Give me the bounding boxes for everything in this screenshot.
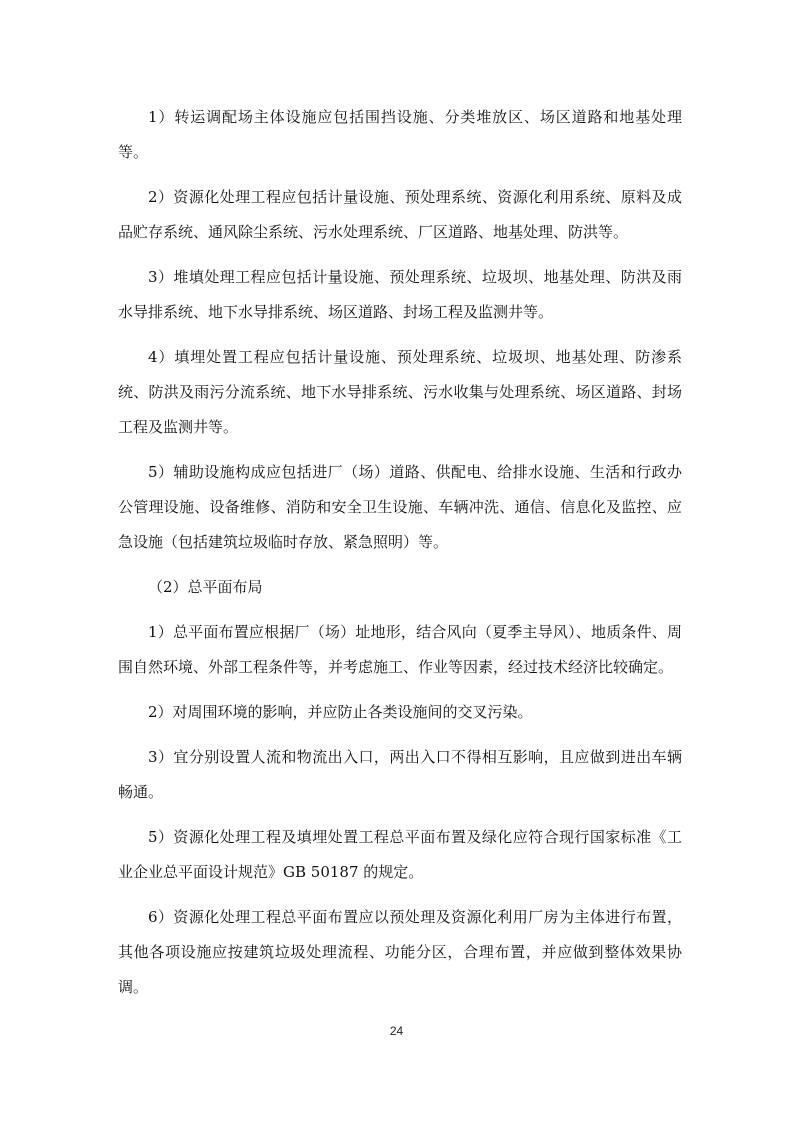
paragraph-entrances: 3）宜分别设置人流和物流出入口，两出入口不得相互影响，且应做到进出车辆畅通。 xyxy=(118,748,682,801)
paragraph-layout-coordination: 6）资源化处理工程总平面布置应以预处理及资源化利用厂房为主体进行布置，其他各项设施应按建筑垃圾处理流程、功能分区，合理布置，并应做到整体效果协调。 xyxy=(118,908,682,996)
paragraph-environment-impact: 2）对周围环境的影响，并应防止各类设施间的交叉污染。 xyxy=(148,703,533,721)
paragraph-transfer-yard: 1）转运调配场主体设施应包括围挡设施、分类堆放区、场区道路和地基处理等。 xyxy=(118,108,682,161)
page-number: 24 xyxy=(389,1024,404,1038)
paragraph-backfill-processing: 3）堆填处理工程应包括计量设施、预处理系统、垃圾坝、地基处理、防洪及雨水导排系统、地下水导排系统、场区道路、封场工程及监测井等。 xyxy=(118,268,682,321)
paragraph-resource-processing: 2）资源化处理工程应包括计量设施、预处理系统、资源化利用系统、原料及成品贮存系统、通风除尘系统、污水处理系统、厂区道路、地基处理、防洪等。 xyxy=(118,188,682,241)
paragraph-greening-standard: 5）资源化处理工程及填埋处置工程总平面布置及绿化应符合现行国家标准《工业企业总平面设计规范》GB 50187 的规定。 xyxy=(118,828,682,881)
paragraph-auxiliary-facilities: 5）辅助设施构成应包括进厂（场）道路、供配电、给排水设施、生活和行政办公管理设施、设备维修、消防和安全卫生设施、车辆冲洗、通信、信息化及监控、应急设施（包括建筑垃圾临时存放、紧急照明）等。 xyxy=(118,463,682,551)
page-content xyxy=(118,100,682,1015)
paragraph-layout-basis: 1）总平面布置应根据厂（场）址地形，结合风向（夏季主导风）、地质条件、周围自然环境、外部工程条件等，并考虑施工、作业等因素，经过技术经济比较确定。 xyxy=(118,623,682,676)
section-heading-general-layout: （2）总平面布局 xyxy=(148,578,263,596)
paragraph-landfill-disposal: 4）填埋处置工程应包括计量设施、预处理系统、垃圾坝、地基处理、防渗系统、防洪及雨污分流系统、地下水导排系统、污水收集与处理系统、场区道路、封场工程及监测井等。 xyxy=(118,348,682,436)
